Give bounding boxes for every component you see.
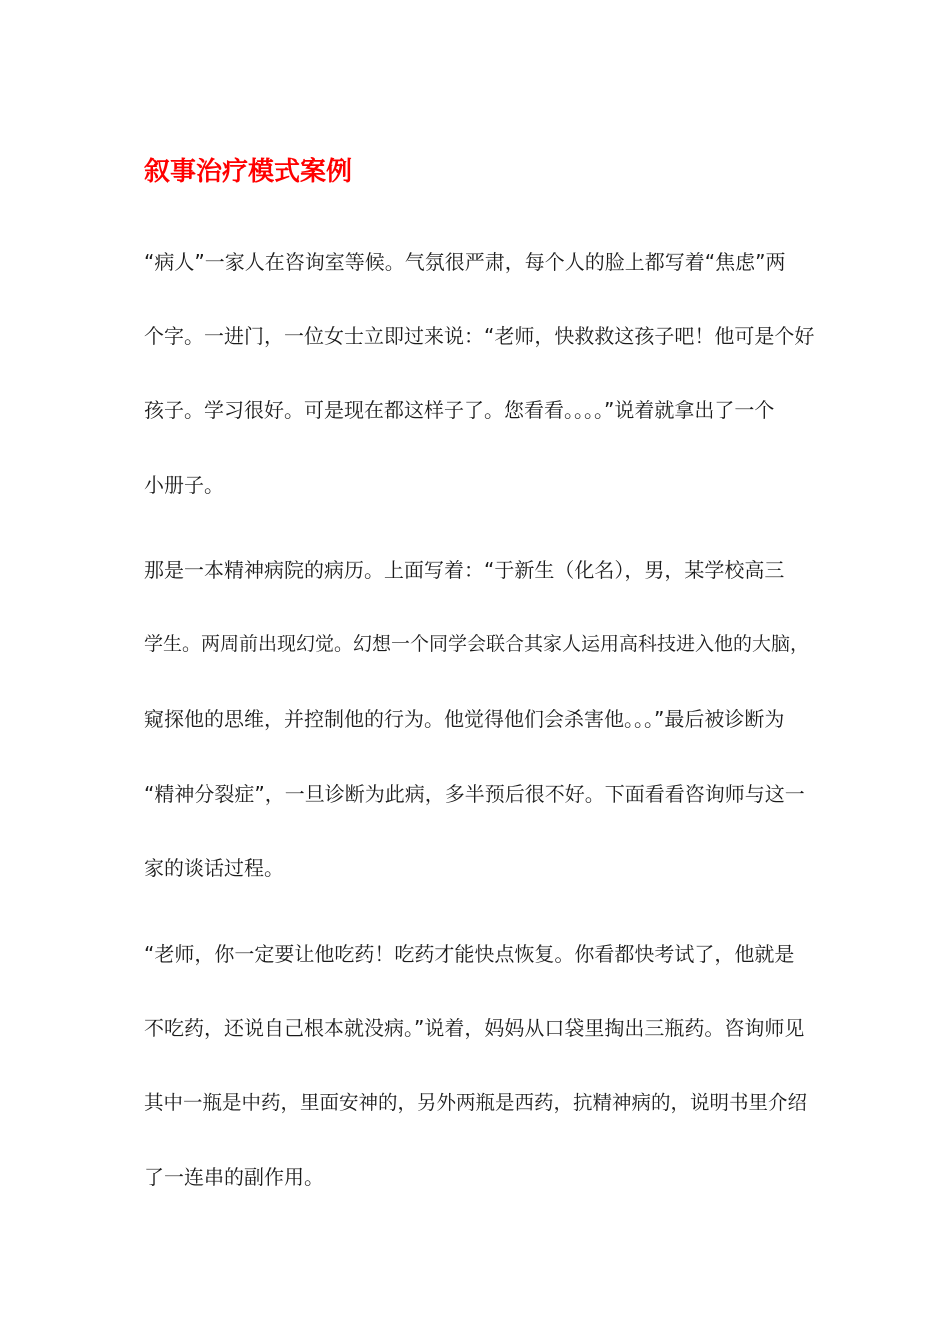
paragraph-line: 那是一本精神病院的病历。上面写着：“于新生（化名），男，某学校高三 xyxy=(144,558,785,582)
paragraph-line: 个字。一进门，一位女士立即过来说：“老师，快救救这孩子吧！他可是个好 xyxy=(144,324,815,348)
document-title: 叙事治疗模式案例 xyxy=(144,157,353,187)
paragraph-line: 不吃药，还说自己根本就没病。”说着，妈妈从口袋里掏出三瓶药。咨询师见 xyxy=(144,1016,805,1040)
paragraph-line: 家的谈话过程。 xyxy=(144,856,284,880)
paragraph-line: “精神分裂症”，一旦诊断为此病，多半预后很不好。下面看看咨询师与这一 xyxy=(144,782,805,806)
paragraph-line: 窥探他的思维，并控制他的行为。他觉得他们会杀害他。。。”最后被诊断为 xyxy=(144,707,785,731)
paragraph-line: 其中一瓶是中药，里面安神的，另外两瓶是西药，抗精神病的，说明书里介绍 xyxy=(144,1091,808,1114)
paragraph-line: “病人”一家人在咨询室等候。气氛很严肃，每个人的脸上都写着“焦虑”两 xyxy=(144,250,786,274)
paragraph-line: 小册子。 xyxy=(144,473,224,497)
paragraph-line: “老师，你一定要让他吃药！吃药才能快点恢复。你看都快考试了，他就是 xyxy=(144,942,795,966)
paragraph-line: 学生。两周前出现幻觉。幻想一个同学会联合其家人运用高科技进入他的大脑， xyxy=(144,633,810,655)
paragraph-line: 了一连串的副作用。 xyxy=(144,1165,324,1189)
paragraph-line: 孩子。学习很好。可是现在都这样子了。您看看。。。。”说着就拿出了一个 xyxy=(144,398,775,422)
